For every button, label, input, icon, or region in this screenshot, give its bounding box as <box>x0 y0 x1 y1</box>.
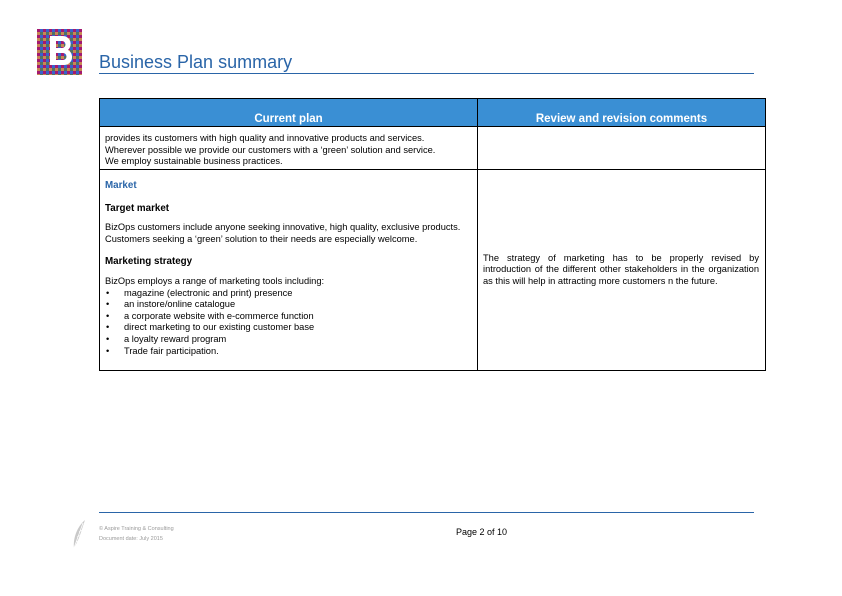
intro-review-cell <box>478 127 766 170</box>
footer-copyright <box>99 525 174 544</box>
document-date: Document date: July 2015 <box>99 535 163 542</box>
header-review-comments: Review and revision comments <box>478 99 766 127</box>
copyright-text: © Aspire Training & Consulting <box>99 526 174 532</box>
table-row <box>100 170 766 371</box>
market-cell <box>100 170 478 371</box>
marketing-strategy-heading: Marketing strategy <box>105 256 193 268</box>
marketing-tools-list <box>105 288 472 358</box>
business-plan-table <box>99 98 766 371</box>
feather-icon <box>71 518 87 550</box>
table-row <box>100 127 766 170</box>
header-current-plan: Current plan <box>100 99 478 127</box>
list-item: • an instore/online catalogue <box>105 299 472 311</box>
company-logo <box>37 29 82 75</box>
list-item: • magazine (electronic and print) presence <box>105 288 472 300</box>
list-item: • Trade fair participation. <box>105 346 472 358</box>
page-number: Page 2 of 10 <box>456 527 508 537</box>
target-market-text: BizOps customers include anyone seeking innovative, high quality, exclusive products. Customers seeking a ‘green’ solution to their needs are especially welcome. <box>105 222 461 244</box>
market-review-comment: The strategy of marketing has to be properly revised by introduction of the different other stakeholders in the organization as this will help in attracting more customers n the future. <box>478 170 766 371</box>
intro-line: provides its customers with high quality and innovative products and services. <box>105 133 425 143</box>
intro-line: We employ sustainable business practices. <box>105 156 283 167</box>
market-section-title: Market <box>105 180 137 191</box>
table-header-row <box>100 99 766 127</box>
target-market-heading: Target market <box>105 202 170 214</box>
list-item: • a loyalty reward program <box>105 334 472 346</box>
title-divider <box>99 73 754 74</box>
list-item: • direct marketing to our existing customer base <box>105 322 472 334</box>
list-item: • a corporate website with e-commerce function <box>105 311 472 323</box>
intro-line: Wherever possible we provide our customers with a ‘green’ solution and service. <box>105 144 436 155</box>
marketing-strategy-intro: BizOps employs a range of marketing tools including: <box>105 275 325 286</box>
footer-divider <box>99 512 754 513</box>
page-title: Business Plan summary <box>99 52 293 72</box>
intro-cell <box>100 127 478 170</box>
